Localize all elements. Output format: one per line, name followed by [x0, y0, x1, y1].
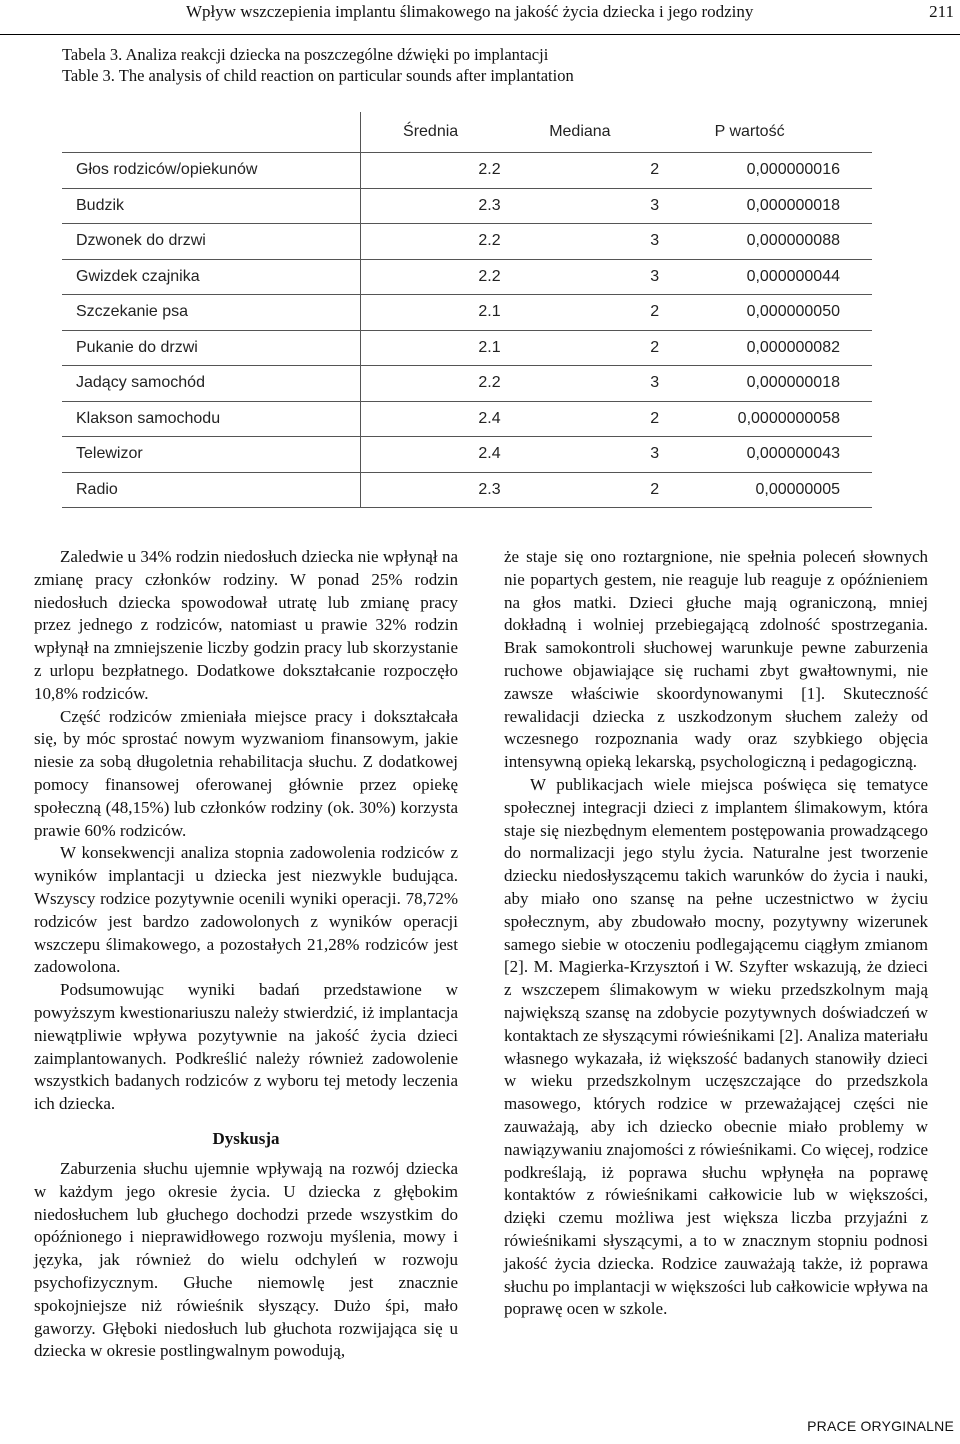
- paragraph: Część rodziców zmieniała miejsce pracy i dokształcała się, by móc sprostać nowym wyzwaniom finansowym, jakie niesie za sobą długoletnia rehabilitacja słuchu. Z dodatkowej pomocy finansowej oferowanej głównie przez opiekę społeczną (48,15%) lub członków rodziny (ok. 30%) korzysta prawie 60% rodziców.: [34, 706, 458, 840]
- cell-median: 3: [501, 259, 660, 295]
- table-row: [62, 472, 872, 508]
- cell-p-value: 0,0000000058: [659, 401, 872, 437]
- column-header-mean: Średnia: [360, 112, 501, 153]
- paragraph: że staje się ono roztargnione, nie spełnia poleceń słownych nie popartych gestem, nie reaguje lub reaguje z opóźnieniem na głos matki. Dzieci głuche mają ograniczoną, mniej dokładną i wolniej przebiegającą zdolność spostrzegania. Brak samokontroli słuchowej warunkuje pewne zaburzenia ruchowe objawiające się ruchami zbyt gwałtownymi, nie zawsze właściwie skoordynowanymi [1]. Skuteczność rewalidacji dziecka z uszkodzonym słuchem zależy od wczesnego rozpoznania wady oraz szybkiego objęcia intensywną opieką lekarską, psychologiczną i pedagogiczną.: [504, 547, 928, 772]
- cell-mean: 2.1: [360, 295, 501, 331]
- page-number: 211: [929, 2, 954, 21]
- cell-median: 2: [501, 153, 660, 189]
- cell-mean: 2.4: [360, 401, 501, 437]
- cell-sound: Szczekanie psa: [62, 295, 360, 331]
- table-header-row: [62, 112, 872, 153]
- cell-median: 2: [501, 330, 660, 366]
- cell-mean: 2.3: [360, 472, 501, 508]
- cell-median: 3: [501, 188, 660, 224]
- section-heading: Dyskusja: [212, 1128, 280, 1148]
- table-row: [62, 224, 872, 260]
- table-row: [62, 188, 872, 224]
- column-header-sound: [62, 112, 360, 153]
- cell-p-value: 0,000000088: [659, 224, 872, 260]
- running-header: [0, 0, 960, 35]
- cell-p-value: 0,000000044: [659, 259, 872, 295]
- table-row: [62, 153, 872, 189]
- right-column: [504, 546, 928, 1321]
- table-row: [62, 437, 872, 473]
- cell-p-value: 0,000000043: [659, 437, 872, 473]
- cell-sound: Jadący samochód: [62, 366, 360, 402]
- cell-mean: 2.2: [360, 153, 501, 189]
- cell-sound: Gwizdek czajnika: [62, 259, 360, 295]
- table-caption: [62, 44, 574, 86]
- cell-sound: Dzwonek do drzwi: [62, 224, 360, 260]
- cell-mean: 2.2: [360, 224, 501, 260]
- cell-p-value: 0,000000050: [659, 295, 872, 331]
- footer-label: PRACE ORYGINALNE: [807, 1418, 954, 1434]
- cell-median: 2: [501, 472, 660, 508]
- cell-sound: Głos rodziców/opiekunów: [62, 153, 360, 189]
- cell-sound: Budzik: [62, 188, 360, 224]
- left-column: [34, 546, 458, 1363]
- table-row: [62, 259, 872, 295]
- cell-p-value: 0,000000082: [659, 330, 872, 366]
- table-row: [62, 366, 872, 402]
- table-row: [62, 295, 872, 331]
- cell-p-value: 0,000000018: [659, 366, 872, 402]
- table-caption-pl: Tabela 3. Analiza reakcji dziecka na poszczególne dźwięki po implantacji: [62, 45, 549, 64]
- table-caption-en: Table 3. The analysis of child reaction on particular sounds after implantation: [62, 66, 574, 85]
- cell-mean: 2.2: [360, 259, 501, 295]
- cell-mean: 2.2: [360, 366, 501, 402]
- cell-median: 3: [501, 366, 660, 402]
- cell-p-value: 0,00000005: [659, 472, 872, 508]
- paragraph: Zaledwie u 34% rodzin niedosłuch dziecka nie wpłynął na zmianę pracy członków rodziny. W ponad 25% rodzin niedosłuch dziecka spowodował utratę lub zmianę pracy przez jednego z rodziców, natomiast u prawie 32% rodzin wpłynął na zmniejszenie liczby godzin pracy lub skorzystanie z urlopu bezpłatnego. Dodatkowe dokształcanie rozpoczęło 10,8% rodziców.: [34, 547, 458, 703]
- table-row: [62, 401, 872, 437]
- column-header-median: Mediana: [501, 112, 660, 153]
- cell-median: 2: [501, 401, 660, 437]
- sound-reaction-table: [62, 112, 872, 508]
- column-header-p-value: P wartość: [659, 112, 872, 153]
- paragraph: W publikacjach wiele miejsca poświęca się tematyce społecznej integracji dzieci z implantem ślimakowym, która staje się niezbędnym elementem postępowania prowadzącego do normalizacji jego stylu życia. Naturalne jest tworzenie dziecku niedosłyszącemu takich warunków do życia i nauki, aby miało ono szansę na pełne uczestnictwo w życiu społecznym, aby zbudowało mocny, pozytywny wizerunek samego siebie w otoczeniu podlegającemu ciągłym zmianom [2]. M. Magierka-Krzysztoń i W. Szyfter wskazują, że dzieci z wszczepem ślimakowym w wieku przedszkolnym mają największą szansę na zdobycie pozytywnych doświadczeń w kontaktach ze słyszącymi rówieśnikami [2]. Analiza materiału własnego wykazała, iż większość badanych stanowiły dzieci w wieku przedszkolnym uczęszczające do przedszkola masowego, których rodzice w przeważającej części nie zauważają, aby ich dziecko obecnie miało problemy w nawiązywaniu znajomości z rówieśnikami. Co więcej, rodzice podkreślają, iż poprawa słuchu wpłynęła na poprawę kontaktów z rówieśnikami całkowicie lub w większości, dzięki czemu możliwa jest większa liczba przyjaźni z rówieśnikami słyszącymi, a to w znacznym stopniu podnosi jakość życia dziecka. Rodzice zauważają także, iż poprawa słuchu po implantacji w większości lub całkowicie wpływa na poprawę ocen w szkole.: [504, 774, 928, 1319]
- cell-sound: Pukanie do drzwi: [62, 330, 360, 366]
- cell-mean: 2.4: [360, 437, 501, 473]
- cell-sound: Klakson samochodu: [62, 401, 360, 437]
- cell-median: 3: [501, 224, 660, 260]
- table-row: [62, 330, 872, 366]
- cell-mean: 2.1: [360, 330, 501, 366]
- cell-sound: Telewizor: [62, 437, 360, 473]
- cell-mean: 2.3: [360, 188, 501, 224]
- paragraph: Zaburzenia słuchu ujemnie wpływają na rozwój dziecka w każdym jego okresie życia. U dziecka z głębokim niedosłuchem lub głuchego dochodzi przede wszystkim do opóźnionego i nieprawidłowego rozwoju myślenia, mowy i języka, jak również do wielu odchyleń w rozwoju psychofizycznym. Głuche niemowlę jest znacznie spokojniejsze niż rówieśnik słyszący. Dużo śpi, mało gaworzy. Głęboki niedosłuch lub głuchota rozwijająca się u dziecka w okresie postlingwalnym powodują,: [34, 1158, 458, 1361]
- cell-sound: Radio: [62, 472, 360, 508]
- paragraph: Podsumowując wyniki badań przedstawione w powyższym kwestionariuszu należy stwierdzić, iż implantacja niewątpliwie wpływa pozytywnie na jakość życia dzieci zaimplantowanych. Podkreślić należy również zadowolenie wszystkich badanych rodziców z wyboru tej metody leczenia ich dziecka.: [34, 980, 458, 1114]
- cell-p-value: 0,000000016: [659, 153, 872, 189]
- paragraph: W konsekwencji analiza stopnia zadowolenia rodziców z wyników implantacji u dziecka jest niezwykle budująca. Wszyscy rodzice pozytywnie ocenili wyniki operacji. 78,72% rodziców jest bardzo zadowolonych z wyników operacji wszczepu ślimakowego, a pozostałych 21,28% rodziców jest zadowolona.: [34, 843, 458, 977]
- cell-median: 2: [501, 295, 660, 331]
- cell-p-value: 0,000000018: [659, 188, 872, 224]
- cell-median: 3: [501, 437, 660, 473]
- running-title: Wpływ wszczepienia implantu ślimakowego na jakość życia dziecka i jego rodziny: [186, 2, 754, 21]
